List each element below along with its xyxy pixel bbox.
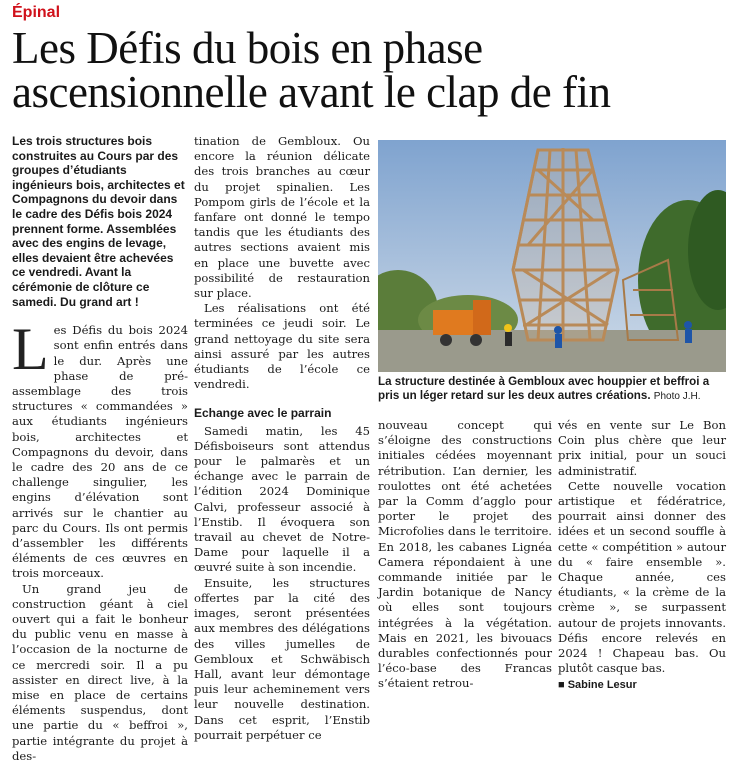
photo-credit: Photo J.H. <box>653 391 701 402</box>
drop-cap: L <box>12 316 49 383</box>
subhead: Echange avec le parrain <box>194 406 332 421</box>
author-name: Sabine Lesur <box>567 679 637 692</box>
paragraph-5: Ensuite, les structures offertes par la cité des images, seront présentées aux membres des délégations des villes jumelles de Gembloux et Schwäbisch Hall, avant leur démontage puis leur acheminement vers leur nouvelle destination. Dans cet esprit, l’Enstib pourrait perpétuer ce <box>194 575 370 742</box>
paragraph-2: Un grand jeu de construction géant à ciel ouvert qui a fait le bonheur du public venu en masse à l’occasion de la nocturne de ce mercredi soir. Il a pu assister en direct live, à la mise en place de certains éléments suspendus, dont une partie du « beffroi », partie intégrante du projet à des- <box>12 581 188 763</box>
chapeau: Les trois structures bois construites au Cours par des groupes d’étudiants ingénieurs bois, architectes et Compagnons du devoir dans le cadre des Défis bois 2024 prennent forme. Assemblées avec des engins de levage, elles devaient être achevées ce vendredi. Avant la cérémonie de clôture ce samedi. Du grand art ! <box>12 134 185 309</box>
column-1 <box>12 134 188 764</box>
column-3 <box>378 418 552 692</box>
section-kicker: Épinal <box>12 4 61 21</box>
wooden-tower-illustration <box>378 140 726 372</box>
paragraph-6: Cette nouvelle vocation artistique et fédératrice, pourrait ainsi donner des idées et un second souffle à cette « compétition » autour du « faire ensemble ». Chaque année, ces étudiants, « la crème de la crème », se surpassent autour de projets innovants. Défis encore relevés en 2024 ! Chapeau bas. Ou plutôt casque bas. <box>558 478 726 676</box>
photo-caption <box>378 375 726 404</box>
paragraph-2-cont: tination de Gembloux. Ou encore la réunion délicate des trois branches au cœur du projet spinalien. Les Pompom girls de l’école et la fanfare ont donné le tempo tandis que les étudiants des autres sections avaient mis en place une buvette avec possibilité de restauration sur place. <box>194 134 370 301</box>
headline: Les Défis du bois en phase ascensionnelle avant le clap de fin <box>12 23 611 117</box>
author-signature: ■ Sabine Lesur <box>558 679 637 692</box>
lead-paragraph <box>12 316 188 581</box>
paragraph-4: Samedi matin, les 45 Défisboiseurs sont attendus pour le palmarès et un échange avec le parrain de l’édition 2024 Dominique Calvi, professeur associé à l’Enstib. Il évoquera son travail au chevet de Notre-Dame pour laquelle il a œuvré suite à son incendie. <box>194 423 370 575</box>
paragraph-1: es Défis du bois 2024 sont enfin entrés dans le dur. Après une phase de pré-assemblage des trois structures « commandées » aux étudiants ingénieurs bois, architectes et Compagnons du devoir, dans le cadre des 20 ans de ce challenge singulier, les engins d’élévation sont arrivés sur le chantier au parc du Cours. Ils ont permis d’assembler les différents éléments de ces œuvres en trois morceaux. <box>12 323 188 581</box>
caption-text: La structure destinée à Gembloux avec houppier et beffroi a pris un léger retard sur les deux autres créations. <box>378 375 710 402</box>
paragraph-5-end: vés en vente sur Le Bon Coin plus chère que leur prix initial, pour un souci administratif. <box>558 418 726 478</box>
paragraph-5-cont: nouveau concept qui s’éloigne des constructions initiales cédées moyennant rétribution. L’an dernier, les roulottes ont été achetées par la Comm d’agglo pour porter le projet des Microfolies dans le territoire. En 2018, les cabanes Lignéa Camera répondaient à une commande initiée par le Jardin botanique de Nancy où elles sont toujours intégrées à la végétation. Mais en 2021, les bivouacs durables confectionnés pour l’éco-base des Francas s’étaient retrou- <box>378 418 552 691</box>
article-photo <box>378 140 726 372</box>
paragraph-3: Les réalisations ont été terminées ce jeudi soir. Le grand nettoyage du site sera ainsi assuré par les autres étudiants de l’école ce vendredi. <box>194 301 370 392</box>
column-4 <box>558 418 726 694</box>
column-2 <box>194 134 370 743</box>
